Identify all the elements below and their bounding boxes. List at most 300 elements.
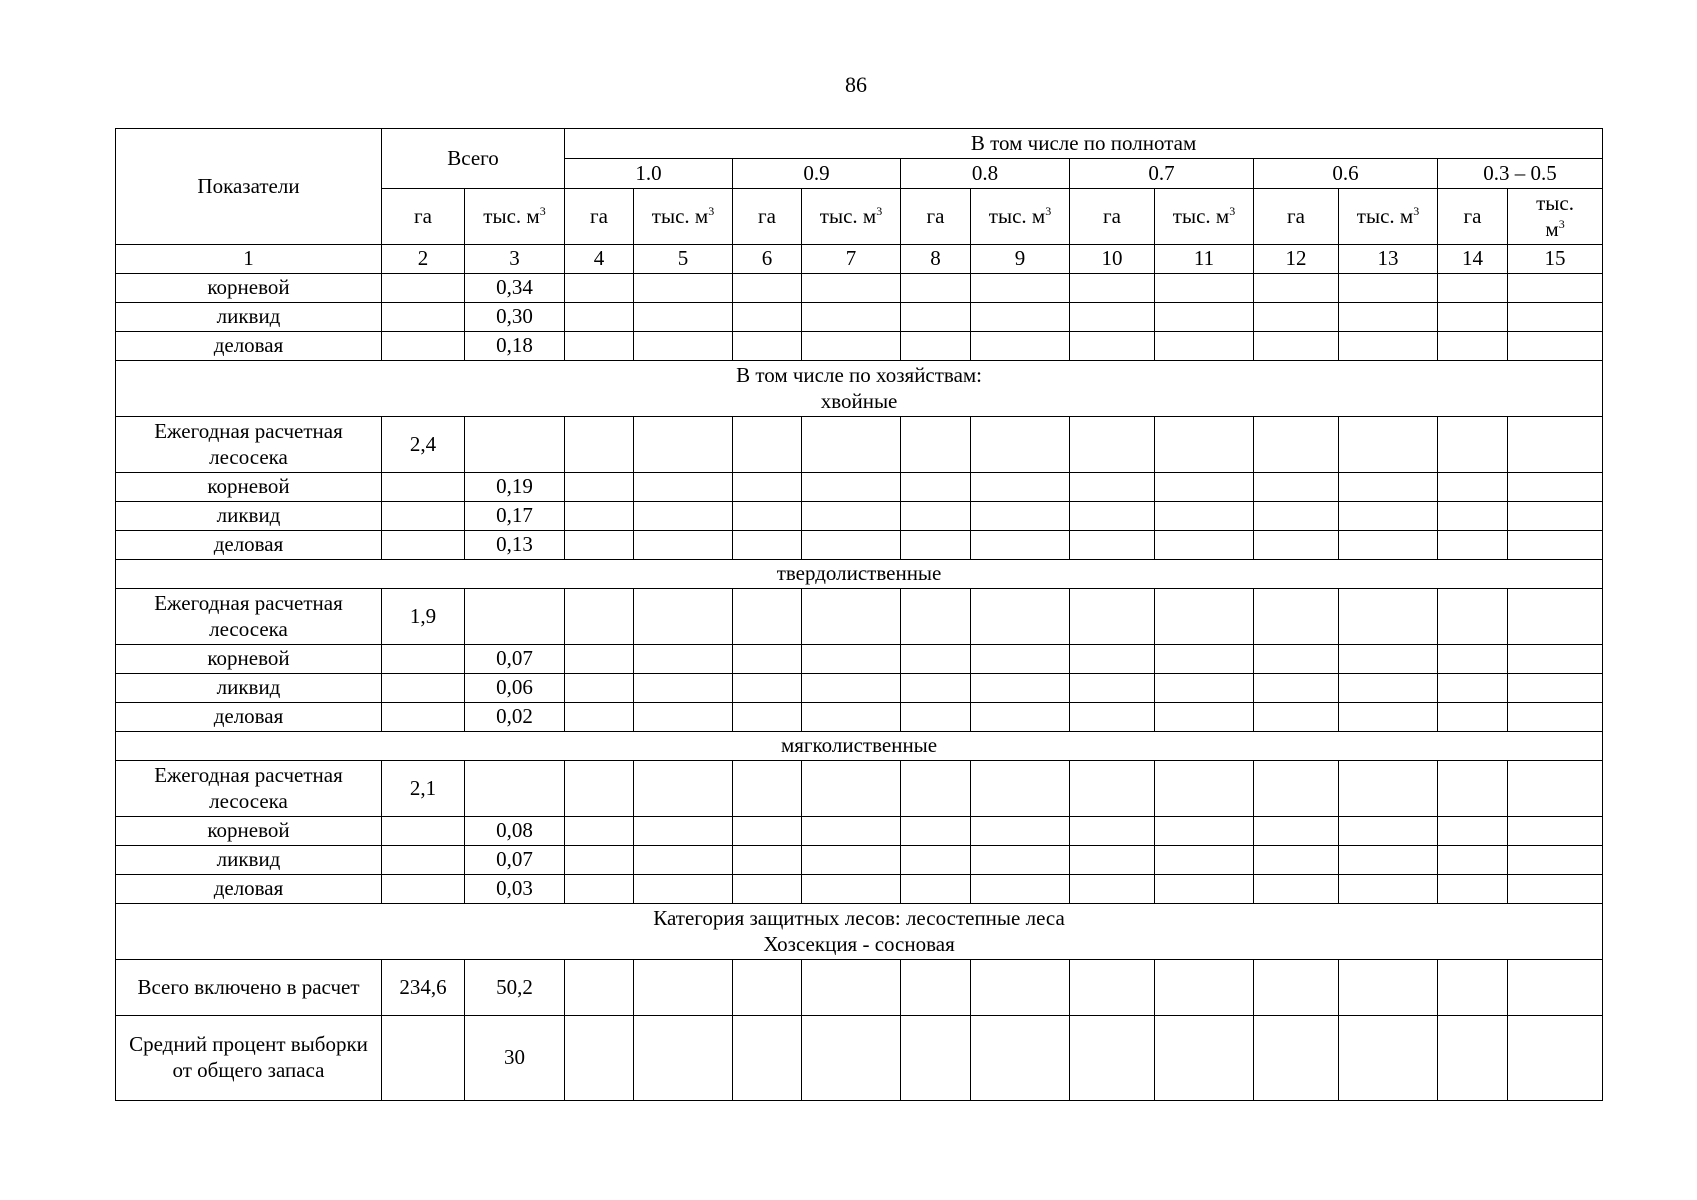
empty-cell: [634, 473, 733, 502]
total-ha-cell: [382, 531, 465, 560]
unit-superscript: 3: [1045, 203, 1052, 218]
empty-cell: [1438, 875, 1508, 904]
column-number: 3: [465, 245, 565, 274]
empty-cell: [634, 645, 733, 674]
empty-cell: [1508, 473, 1603, 502]
unit-volume-text: тыс. м: [988, 203, 1046, 228]
empty-cell: [1155, 674, 1254, 703]
section-header-row: [116, 732, 1603, 761]
section-title-line: хвойные: [820, 388, 898, 413]
empty-cell: [1254, 589, 1339, 645]
empty-cell: [1070, 817, 1155, 846]
empty-cell: [901, 303, 971, 332]
unit-volume-text: тыс.: [1536, 190, 1574, 215]
section-title-line: Хозсекция - сосновая: [763, 931, 955, 956]
row-label: Ежегодная расчетная лесосека: [116, 761, 382, 817]
empty-cell: [802, 502, 901, 531]
column-number: 1: [116, 245, 382, 274]
empty-cell: [1070, 846, 1155, 875]
row-label: ликвид: [116, 674, 382, 703]
density-group: 0.9: [733, 159, 901, 189]
empty-cell: [1508, 274, 1603, 303]
density-group: 0.8: [901, 159, 1070, 189]
empty-cell: [802, 274, 901, 303]
unit-volume-text: тыс. м: [819, 203, 877, 228]
empty-cell: [1508, 960, 1603, 1016]
total-volume-cell: 0,02: [465, 703, 565, 732]
column-number: 14: [1438, 245, 1508, 274]
empty-cell: [733, 473, 802, 502]
empty-cell: [1254, 761, 1339, 817]
empty-cell: [1155, 875, 1254, 904]
empty-cell: [1070, 960, 1155, 1016]
row-label: Ежегодная расчетная лесосека: [116, 589, 382, 645]
row-label: деловая: [116, 703, 382, 732]
header-indicators: Показатели: [116, 129, 382, 245]
empty-cell: [901, 960, 971, 1016]
total-volume-cell: 0,19: [465, 473, 565, 502]
row-label: корневой: [116, 473, 382, 502]
unit-ha: га: [1070, 189, 1155, 245]
total-ha-cell: 234,6: [382, 960, 465, 1016]
empty-cell: [1508, 332, 1603, 361]
total-volume-cell: 0,18: [465, 332, 565, 361]
empty-cell: [1254, 1016, 1339, 1101]
empty-cell: [1438, 817, 1508, 846]
empty-cell: [901, 502, 971, 531]
empty-cell: [901, 674, 971, 703]
empty-cell: [971, 303, 1070, 332]
empty-cell: [802, 531, 901, 560]
empty-cell: [634, 332, 733, 361]
empty-cell: [1155, 502, 1254, 531]
empty-cell: [1339, 274, 1438, 303]
empty-cell: [1438, 674, 1508, 703]
section-header-row: [116, 904, 1603, 960]
empty-cell: [1070, 703, 1155, 732]
empty-cell: [634, 761, 733, 817]
empty-cell: [733, 645, 802, 674]
empty-cell: [971, 1016, 1070, 1101]
empty-cell: [1254, 417, 1339, 473]
unit-superscript: 3: [1229, 203, 1236, 218]
empty-cell: [1508, 417, 1603, 473]
empty-cell: [971, 417, 1070, 473]
total-volume-cell: [465, 417, 565, 473]
empty-cell: [1070, 875, 1155, 904]
empty-cell: [1508, 502, 1603, 531]
total-ha-cell: 1,9: [382, 589, 465, 645]
empty-cell: [901, 473, 971, 502]
row-label: корневой: [116, 817, 382, 846]
empty-cell: [1508, 846, 1603, 875]
empty-cell: [802, 645, 901, 674]
empty-cell: [634, 531, 733, 560]
empty-cell: [1254, 332, 1339, 361]
empty-cell: [733, 846, 802, 875]
table-row: [116, 817, 1603, 846]
column-number: 9: [971, 245, 1070, 274]
section-title: [116, 904, 1603, 960]
unit-volume: [971, 189, 1070, 245]
empty-cell: [1070, 589, 1155, 645]
unit-ha: га: [901, 189, 971, 245]
unit-volume: [634, 189, 733, 245]
empty-cell: [1254, 274, 1339, 303]
empty-cell: [1339, 846, 1438, 875]
empty-cell: [1070, 473, 1155, 502]
column-number: 8: [901, 245, 971, 274]
density-group: 0.3 – 0.5: [1438, 159, 1603, 189]
total-volume-cell: 0,03: [465, 875, 565, 904]
header-row-column-numbers: [116, 245, 1603, 274]
column-number: 11: [1155, 245, 1254, 274]
unit-volume: [1155, 189, 1254, 245]
empty-cell: [1254, 303, 1339, 332]
empty-cell: [1155, 417, 1254, 473]
total-volume-cell: 0,07: [465, 645, 565, 674]
table-row: [116, 531, 1603, 560]
empty-cell: [1438, 531, 1508, 560]
empty-cell: [1339, 645, 1438, 674]
empty-cell: [1254, 875, 1339, 904]
header-by-density: В том числе по полнотам: [565, 129, 1603, 159]
row-label: ликвид: [116, 502, 382, 531]
empty-cell: [733, 703, 802, 732]
empty-cell: [802, 473, 901, 502]
unit-volume-text: тыс. м: [1172, 203, 1230, 228]
table-row: [116, 846, 1603, 875]
empty-cell: [1070, 502, 1155, 531]
empty-cell: [1254, 846, 1339, 875]
total-ha-cell: 2,1: [382, 761, 465, 817]
total-ha-cell: [382, 303, 465, 332]
table-row: [116, 589, 1603, 645]
empty-cell: [802, 303, 901, 332]
empty-cell: [634, 274, 733, 303]
unit-ha: га: [1438, 189, 1508, 245]
empty-cell: [733, 761, 802, 817]
empty-cell: [1339, 1016, 1438, 1101]
empty-cell: [971, 875, 1070, 904]
empty-cell: [971, 502, 1070, 531]
row-label: Всего включено в расчет: [116, 960, 382, 1016]
empty-cell: [1070, 274, 1155, 303]
empty-cell: [971, 473, 1070, 502]
empty-cell: [1508, 703, 1603, 732]
empty-cell: [565, 417, 634, 473]
empty-cell: [1339, 332, 1438, 361]
table-row: [116, 502, 1603, 531]
empty-cell: [565, 303, 634, 332]
total-ha-cell: [382, 817, 465, 846]
table-row: [116, 960, 1603, 1016]
empty-cell: [1438, 473, 1508, 502]
empty-cell: [1254, 502, 1339, 531]
column-number: 10: [1070, 245, 1155, 274]
column-number: 7: [802, 245, 901, 274]
table-row: [116, 703, 1603, 732]
empty-cell: [1508, 875, 1603, 904]
unit-volume: [1508, 189, 1603, 245]
empty-cell: [971, 846, 1070, 875]
section-title-line: твердолиственные: [776, 561, 942, 586]
table-row: [116, 875, 1603, 904]
density-group: 0.7: [1070, 159, 1254, 189]
unit-volume: [802, 189, 901, 245]
unit-superscript: 3: [708, 203, 715, 218]
total-volume-cell: 0,30: [465, 303, 565, 332]
empty-cell: [1070, 303, 1155, 332]
empty-cell: [733, 417, 802, 473]
column-number: 13: [1339, 245, 1438, 274]
empty-cell: [1155, 703, 1254, 732]
empty-cell: [1254, 473, 1339, 502]
empty-cell: [1339, 875, 1438, 904]
empty-cell: [634, 502, 733, 531]
empty-cell: [1155, 589, 1254, 645]
empty-cell: [733, 875, 802, 904]
empty-cell: [1339, 674, 1438, 703]
header-row-top: [116, 129, 1603, 159]
empty-cell: [802, 589, 901, 645]
column-number: 6: [733, 245, 802, 274]
empty-cell: [1155, 645, 1254, 674]
column-number: 12: [1254, 245, 1339, 274]
empty-cell: [733, 332, 802, 361]
empty-cell: [971, 703, 1070, 732]
unit-volume-text: тыс. м: [651, 203, 709, 228]
unit-volume: [465, 189, 565, 245]
empty-cell: [901, 846, 971, 875]
empty-cell: [802, 674, 901, 703]
unit-superscript: 3: [539, 203, 546, 218]
unit-volume-text: м: [1545, 216, 1559, 241]
empty-cell: [901, 1016, 971, 1101]
unit-volume-text: тыс. м: [483, 203, 540, 228]
empty-cell: [1254, 817, 1339, 846]
empty-cell: [901, 645, 971, 674]
empty-cell: [802, 875, 901, 904]
total-ha-cell: [382, 473, 465, 502]
empty-cell: [1339, 703, 1438, 732]
empty-cell: [733, 674, 802, 703]
total-volume-cell: 30: [465, 1016, 565, 1101]
empty-cell: [901, 417, 971, 473]
empty-cell: [1070, 674, 1155, 703]
total-volume-cell: [465, 761, 565, 817]
empty-cell: [1155, 473, 1254, 502]
empty-cell: [802, 1016, 901, 1101]
empty-cell: [1254, 645, 1339, 674]
empty-cell: [802, 817, 901, 846]
empty-cell: [634, 703, 733, 732]
table-row: [116, 473, 1603, 502]
empty-cell: [971, 531, 1070, 560]
empty-cell: [634, 960, 733, 1016]
empty-cell: [971, 761, 1070, 817]
empty-cell: [1155, 531, 1254, 560]
empty-cell: [565, 332, 634, 361]
empty-cell: [901, 817, 971, 846]
empty-cell: [1438, 960, 1508, 1016]
empty-cell: [1438, 761, 1508, 817]
empty-cell: [1339, 960, 1438, 1016]
empty-cell: [1155, 960, 1254, 1016]
empty-cell: [1339, 817, 1438, 846]
table-row: [116, 274, 1603, 303]
empty-cell: [634, 1016, 733, 1101]
empty-cell: [1339, 502, 1438, 531]
empty-cell: [1438, 332, 1508, 361]
empty-cell: [733, 531, 802, 560]
table-row: [116, 303, 1603, 332]
table-row: [116, 645, 1603, 674]
row-label: ликвид: [116, 846, 382, 875]
total-volume-cell: 0,13: [465, 531, 565, 560]
empty-cell: [1070, 531, 1155, 560]
empty-cell: [901, 703, 971, 732]
column-number: 15: [1508, 245, 1603, 274]
empty-cell: [565, 674, 634, 703]
row-label: деловая: [116, 531, 382, 560]
row-label: деловая: [116, 332, 382, 361]
total-volume-cell: 0,34: [465, 274, 565, 303]
empty-cell: [802, 703, 901, 732]
empty-cell: [634, 846, 733, 875]
total-ha-cell: [382, 645, 465, 674]
total-ha-cell: [382, 703, 465, 732]
total-ha-cell: 2,4: [382, 417, 465, 473]
empty-cell: [733, 274, 802, 303]
empty-cell: [1339, 303, 1438, 332]
empty-cell: [1254, 531, 1339, 560]
empty-cell: [802, 960, 901, 1016]
empty-cell: [901, 761, 971, 817]
empty-cell: [901, 332, 971, 361]
row-label: Средний процент выборки от общего запаса: [116, 1016, 382, 1101]
empty-cell: [901, 589, 971, 645]
total-volume-cell: 50,2: [465, 960, 565, 1016]
row-label: деловая: [116, 875, 382, 904]
empty-cell: [565, 1016, 634, 1101]
empty-cell: [802, 761, 901, 817]
data-table: [115, 128, 1603, 1101]
empty-cell: [565, 875, 634, 904]
empty-cell: [1070, 332, 1155, 361]
unit-superscript: 3: [1558, 216, 1565, 231]
table-row: [116, 1016, 1603, 1101]
density-group: 0.6: [1254, 159, 1438, 189]
empty-cell: [802, 846, 901, 875]
empty-cell: [1339, 761, 1438, 817]
unit-volume-text: тыс. м: [1356, 203, 1414, 228]
empty-cell: [1438, 274, 1508, 303]
total-volume-cell: 0,17: [465, 502, 565, 531]
empty-cell: [565, 473, 634, 502]
empty-cell: [1438, 846, 1508, 875]
section-header-row: [116, 361, 1603, 417]
empty-cell: [1438, 303, 1508, 332]
empty-cell: [1155, 1016, 1254, 1101]
empty-cell: [565, 502, 634, 531]
empty-cell: [1155, 274, 1254, 303]
empty-cell: [1438, 589, 1508, 645]
unit-ha: га: [733, 189, 802, 245]
empty-cell: [1508, 645, 1603, 674]
empty-cell: [1508, 761, 1603, 817]
empty-cell: [565, 645, 634, 674]
total-ha-cell: [382, 274, 465, 303]
empty-cell: [901, 274, 971, 303]
total-ha-cell: [382, 332, 465, 361]
empty-cell: [1070, 761, 1155, 817]
section-header-row: [116, 560, 1603, 589]
empty-cell: [1339, 589, 1438, 645]
empty-cell: [1339, 417, 1438, 473]
empty-cell: [634, 417, 733, 473]
total-volume-cell: [465, 589, 565, 645]
empty-cell: [1254, 703, 1339, 732]
column-number: 4: [565, 245, 634, 274]
column-number: 2: [382, 245, 465, 274]
empty-cell: [634, 875, 733, 904]
section-title: [116, 361, 1603, 417]
column-number: 5: [634, 245, 733, 274]
empty-cell: [901, 875, 971, 904]
unit-superscript: 3: [1413, 203, 1420, 218]
total-volume-cell: 0,08: [465, 817, 565, 846]
empty-cell: [565, 761, 634, 817]
unit-ha: га: [565, 189, 634, 245]
empty-cell: [971, 589, 1070, 645]
unit-volume: [1339, 189, 1438, 245]
unit-ha: га: [1254, 189, 1339, 245]
empty-cell: [1155, 846, 1254, 875]
table-row: [116, 761, 1603, 817]
empty-cell: [1339, 473, 1438, 502]
empty-cell: [1155, 817, 1254, 846]
empty-cell: [634, 303, 733, 332]
total-volume-cell: 0,07: [465, 846, 565, 875]
empty-cell: [1508, 589, 1603, 645]
table-row: [116, 332, 1603, 361]
empty-cell: [733, 960, 802, 1016]
empty-cell: [1508, 303, 1603, 332]
row-label: Ежегодная расчетная лесосека: [116, 417, 382, 473]
total-ha-cell: [382, 1016, 465, 1101]
page-number: 86: [845, 72, 867, 97]
empty-cell: [565, 531, 634, 560]
empty-cell: [971, 960, 1070, 1016]
empty-cell: [1438, 703, 1508, 732]
row-label: корневой: [116, 645, 382, 674]
empty-cell: [565, 589, 634, 645]
empty-cell: [565, 274, 634, 303]
empty-cell: [565, 846, 634, 875]
empty-cell: [733, 817, 802, 846]
total-volume-cell: 0,06: [465, 674, 565, 703]
empty-cell: [971, 274, 1070, 303]
empty-cell: [1508, 674, 1603, 703]
empty-cell: [733, 589, 802, 645]
empty-cell: [802, 332, 901, 361]
total-ha-cell: [382, 674, 465, 703]
section-title-line: В том числе по хозяйствам:: [736, 362, 983, 387]
row-label: корневой: [116, 274, 382, 303]
empty-cell: [971, 817, 1070, 846]
empty-cell: [971, 674, 1070, 703]
